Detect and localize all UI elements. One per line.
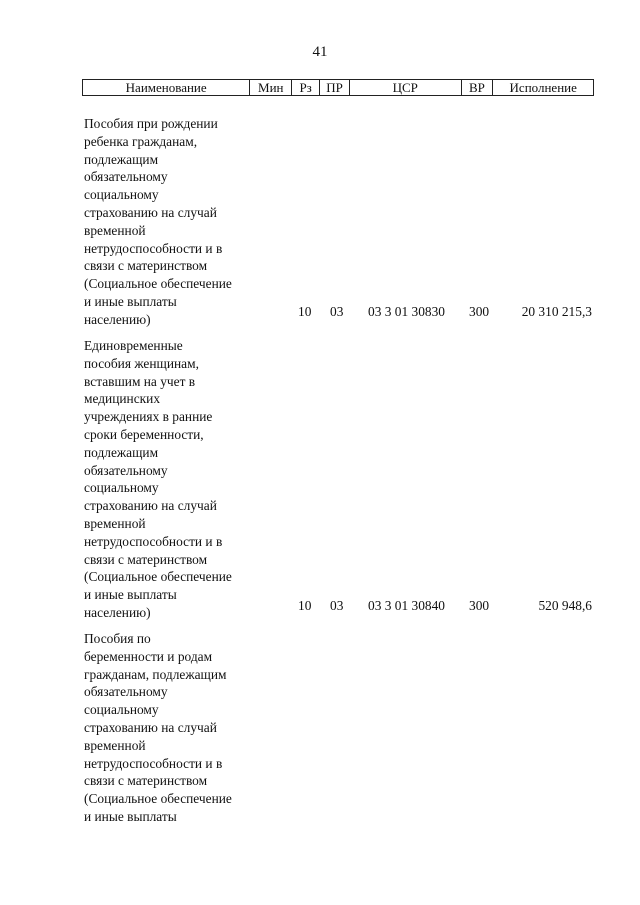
header-pr: ПР xyxy=(320,80,350,95)
row-name: Единовременные пособия женщинам, вставшим на учет в медицинских учреждениях в ранние сроки беременности, подлежащим обязательному социальному страхованию на случай временной нетрудоспособности и в связи с материнством (Социальное обеспечение и иные выплаты населению) xyxy=(84,338,232,620)
header-rz: Рз xyxy=(292,80,320,95)
row-name: Пособия по беременности и родам гражданам, подлежащим обязательному социальному страхованию на случай временной нетрудоспособности и в связи с материнством (Социальное обеспечение и иные выплаты xyxy=(84,631,232,824)
row-pr: 03 xyxy=(330,598,344,613)
row-csr: 03 3 01 30840 xyxy=(368,598,445,613)
row-pr: 03 xyxy=(330,304,344,319)
row-execution: 20 310 215,3 xyxy=(521,304,592,319)
header-execution: Исполнение xyxy=(509,80,577,95)
row-rz: 10 xyxy=(298,598,312,613)
row-vr: 300 xyxy=(469,598,490,613)
header-name: Наименование xyxy=(83,80,250,95)
header-min: Мин xyxy=(250,80,292,95)
header-csr: ЦСР xyxy=(350,80,462,95)
table-header xyxy=(82,79,594,96)
header-vr: ВР xyxy=(462,80,494,95)
row-vr: 300 xyxy=(469,304,490,319)
row-csr: 03 3 01 30830 xyxy=(368,304,445,319)
page-number: 41 xyxy=(312,44,328,60)
row-execution: 520 948,6 xyxy=(538,598,592,613)
row-rz: 10 xyxy=(298,304,312,319)
row-name: Пособия при рождении ребенка гражданам, подлежащим обязательному социальному страхованию на случай временной нетрудоспособности и в связи с материнством (Социальное обеспечение и иные выплаты населению) xyxy=(84,116,232,327)
